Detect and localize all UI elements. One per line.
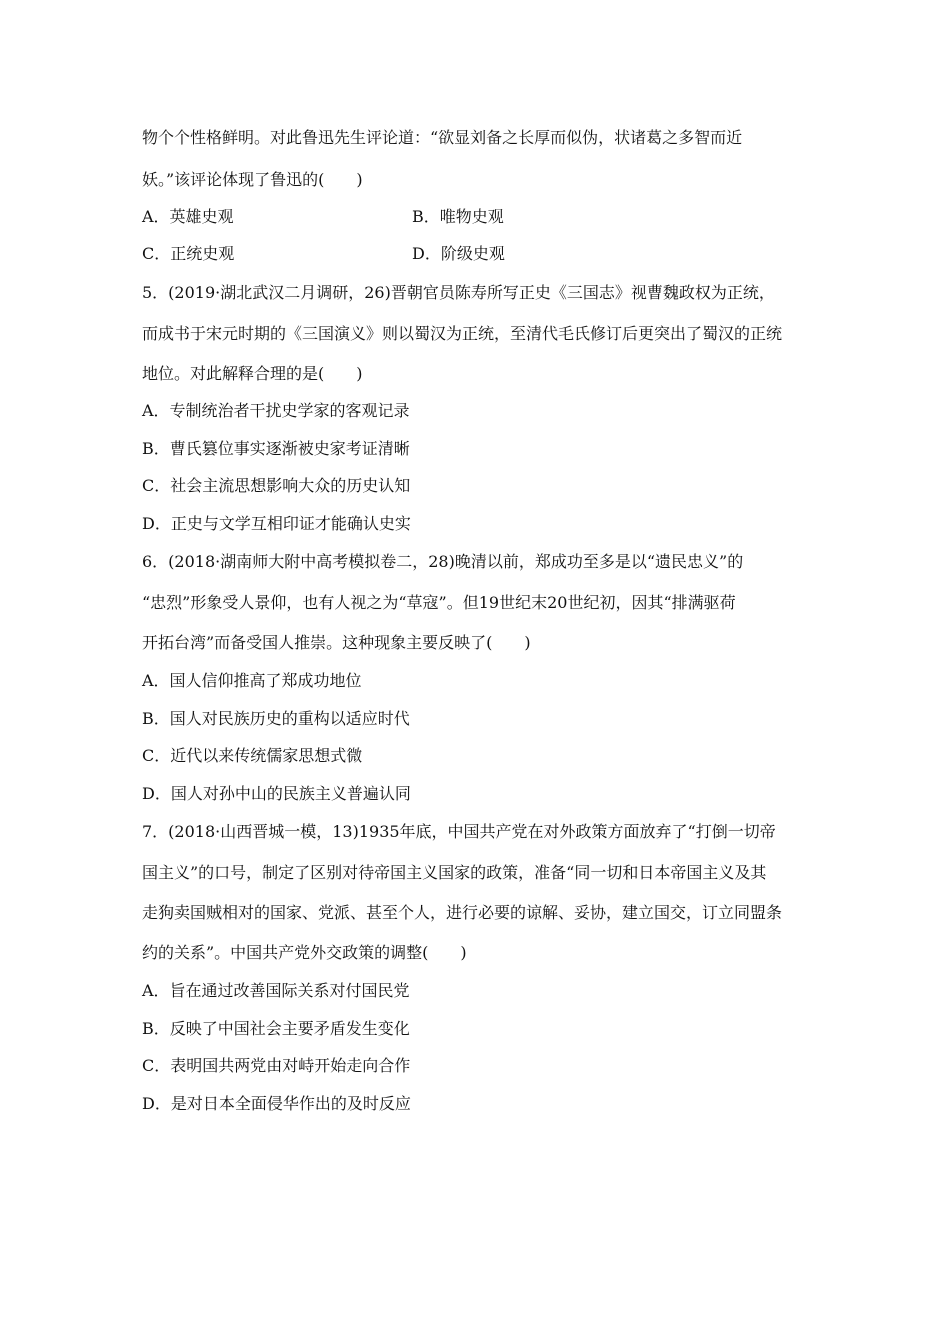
q7-option-a: A．旨在通过改善国际关系对付国民党 bbox=[142, 981, 410, 1000]
q5-option-d: D．正史与文学互相印证才能确认史实 bbox=[142, 514, 411, 533]
q6-stem-line-3: 开拓台湾”而备受国人推崇。这种现象主要反映了( ) bbox=[142, 633, 531, 652]
q4-stem-line-2: 妖。”该评论体现了鲁迅的( ) bbox=[142, 170, 363, 189]
q6-option-d: D．国人对孙中山的民族主义普遍认同 bbox=[142, 784, 411, 803]
q5-stem-line-1: 5．(2019·湖北武汉二月调研，26)晋朝官员陈寿所写正史《三国志》视曹魏政权为正统， bbox=[142, 283, 775, 302]
q5-option-b: B．曹氏篡位事实逐渐被史家考证清晰 bbox=[142, 439, 410, 458]
q6-option-a: A．国人信仰推高了郑成功地位 bbox=[142, 671, 362, 690]
q6-option-b: B．国人对民族历史的重构以适应时代 bbox=[142, 709, 410, 728]
q7-stem-line-1: 7．(2018·山西晋城一模，13)1935年底，中国共产党在对外政策方面放弃了“打倒一切帝 bbox=[142, 822, 776, 841]
q5-stem-line-3: 地位。对此解释合理的是( ) bbox=[142, 364, 363, 383]
q5-option-a: A．专制统治者干扰史学家的客观记录 bbox=[142, 401, 410, 420]
q7-stem-line-2: 国主义”的口号，制定了区别对待帝国主义国家的政策，准备“同一切和日本帝国主义及其 bbox=[142, 863, 767, 882]
q7-option-b: B．反映了中国社会主要矛盾发生变化 bbox=[142, 1019, 410, 1038]
q5-option-c: C．社会主流思想影响大众的历史认知 bbox=[142, 476, 411, 495]
q7-stem-line-4: 约的关系”。中国共产党外交政策的调整( ) bbox=[142, 943, 467, 962]
q7-option-c: C．表明国共两党由对峙开始走向合作 bbox=[142, 1056, 411, 1075]
q4-stem-line-1: 物个个性格鲜明。对此鲁迅先生评论道：“欲显刘备之长厚而似伪，状诸葛之多智而近 bbox=[142, 128, 743, 147]
q6-stem-line-1: 6．(2018·湖南师大附中高考模拟卷二，28)晚清以前，郑成功至多是以“遗民忠义”的 bbox=[142, 552, 744, 571]
q4-option-d: D．阶级史观 bbox=[412, 244, 505, 263]
q4-option-b: B．唯物史观 bbox=[412, 207, 504, 226]
q7-option-d: D．是对日本全面侵华作出的及时反应 bbox=[142, 1094, 411, 1113]
q6-option-c: C．近代以来传统儒家思想式微 bbox=[142, 746, 363, 765]
q6-stem-line-2: “忠烈”形象受人景仰，也有人视之为“草寇”。但19世纪末20世纪初，因其“排满驱荷 bbox=[142, 593, 736, 612]
q4-option-c: C．正统史观 bbox=[142, 244, 235, 263]
q4-option-a: A．英雄史观 bbox=[142, 207, 234, 226]
q7-stem-line-3: 走狗卖国贼相对的国家、党派、甚至个人，进行必要的谅解、妥协，建立国交，订立同盟条 bbox=[142, 903, 783, 922]
q5-stem-line-2: 而成书于宋元时期的《三国演义》则以蜀汉为正统，至清代毛氏修订后更突出了蜀汉的正统 bbox=[142, 324, 783, 343]
